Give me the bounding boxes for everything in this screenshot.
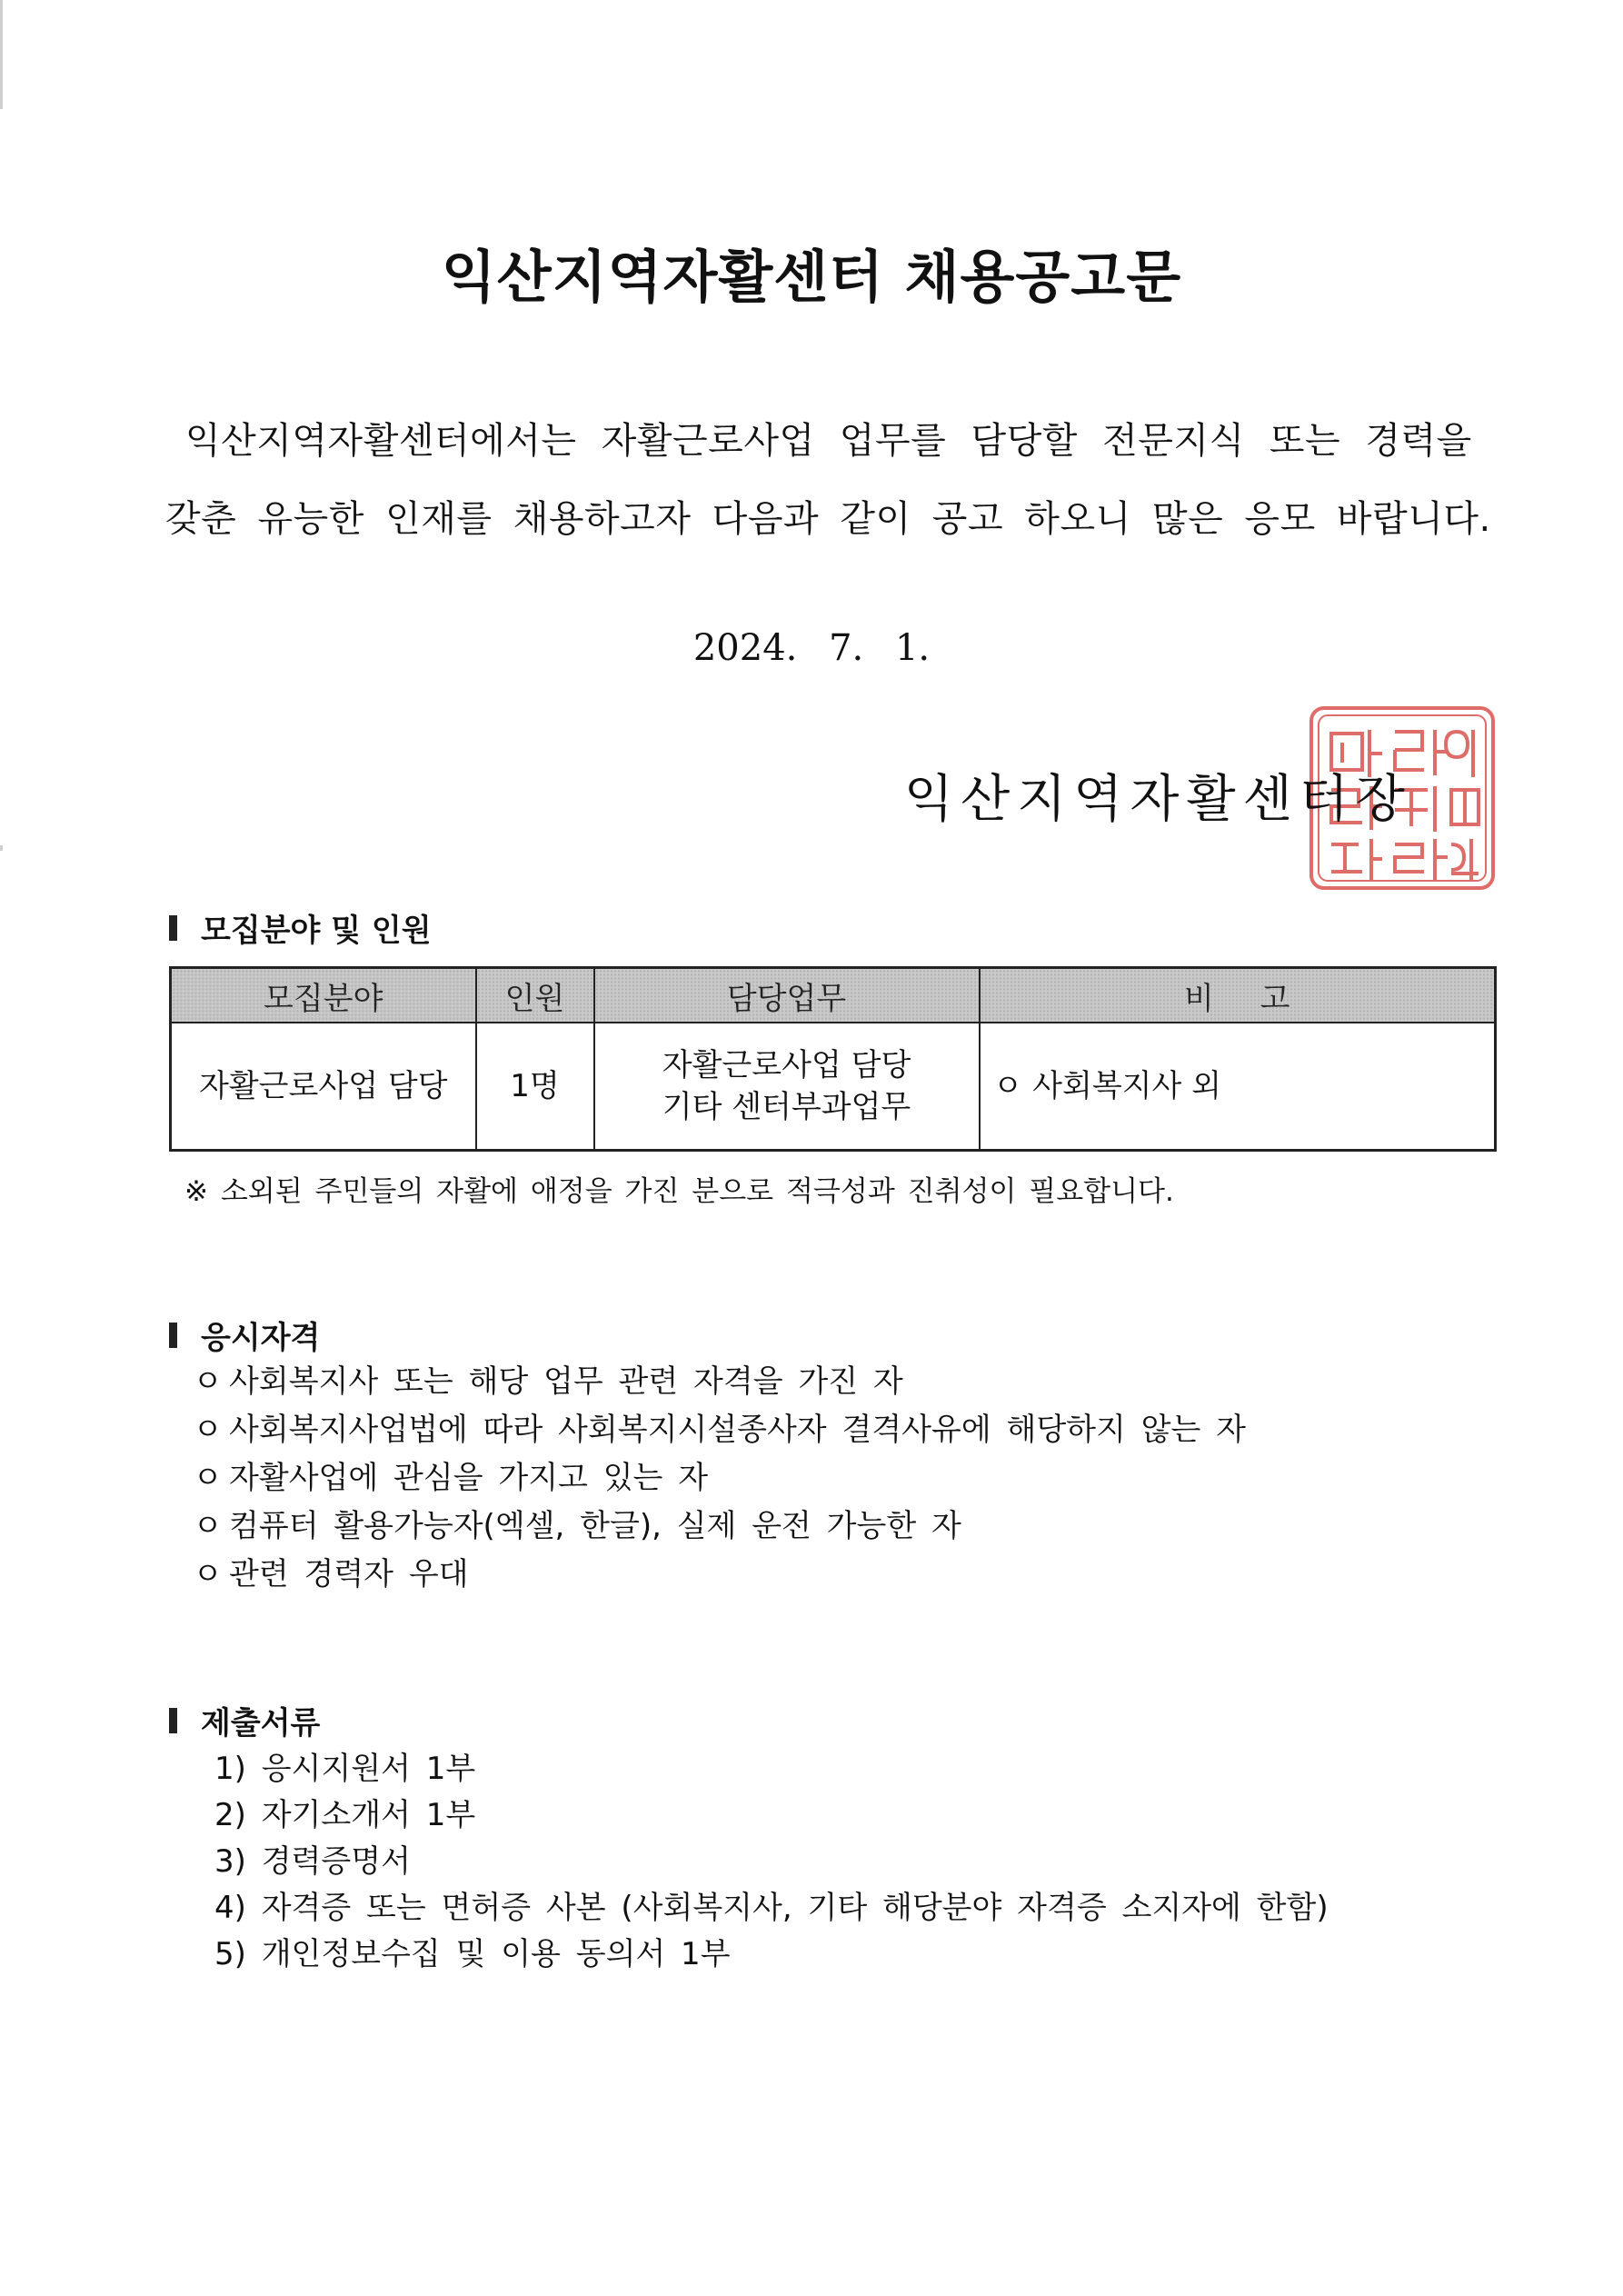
column-header-note: 비 고 bbox=[980, 968, 1496, 1023]
bullet-circle-icon: ㅇ bbox=[193, 1412, 223, 1448]
section-heading-qualification bbox=[169, 1313, 320, 1357]
list-item: ㅇ 사회복지사 또는 해당 업무 관련 자격을 가진 자 bbox=[193, 1356, 1246, 1404]
section-heading-text: 모집분야 및 인원 bbox=[201, 913, 432, 949]
issuer-signature-line: 익산지역자활센터장 bbox=[904, 770, 1412, 829]
intro-paragraph bbox=[165, 402, 1491, 558]
list-item: ㅇ 자활사업에 관심을 가지고 있는 자 bbox=[193, 1452, 1246, 1501]
list-item: ㅇ 컴퓨터 활용가능자(엑셀, 한글), 실제 운전 가능한 자 bbox=[193, 1501, 1246, 1549]
cell-note: ㅇ 사회복지사 외 bbox=[980, 1023, 1496, 1151]
qualification-list bbox=[193, 1356, 1246, 1597]
scan-edge-mark bbox=[0, 845, 3, 851]
list-item: 2) 자기소개서 1부 bbox=[214, 1797, 476, 1833]
table-header-row bbox=[171, 968, 1496, 1023]
cell-duty-line-1: 자활근로사업 담당 bbox=[662, 1047, 911, 1083]
column-header-count: 인원 bbox=[476, 968, 594, 1023]
section-heading-text: 제출서류 bbox=[201, 1705, 321, 1742]
list-item: 4) 자격증 또는 면허증 사본 (사회복지사, 기타 해당분야 자격증 소지자에 한함) bbox=[214, 1890, 1329, 1926]
bullet-circle-icon: ㅇ bbox=[193, 1363, 223, 1400]
announcement-date: 2024. 7. 1. bbox=[692, 627, 931, 669]
bullet-circle-icon: ㅇ bbox=[193, 1508, 223, 1544]
list-item: ㅇ 사회복지사업법에 따라 사회복지시설종사자 결격사유에 해당하지 않는 자 bbox=[193, 1404, 1246, 1452]
cell-duty bbox=[594, 1023, 980, 1151]
list-item: 3) 경력증명서 bbox=[214, 1843, 411, 1880]
table-row bbox=[171, 1023, 1496, 1151]
section-heading-text: 응시자격 bbox=[201, 1320, 321, 1356]
intro-line-2: 갖춘 유능한 인재를 채용하고자 다음과 같이 공고 하오니 많은 응모 바랍니다. bbox=[165, 498, 1491, 540]
section-heading-documents bbox=[169, 1698, 320, 1742]
section-bar-icon bbox=[169, 1708, 177, 1733]
cell-field: 자활근로사업 담당 bbox=[171, 1023, 476, 1151]
cell-duty-line-2: 기타 센터부과업무 bbox=[662, 1089, 911, 1125]
documents-list bbox=[214, 1743, 1329, 1975]
bullet-circle-icon: ㅇ bbox=[193, 1460, 223, 1496]
intro-line-1: 익산지역자활센터에서는 자활근로사업 업무를 담당할 전문지식 또는 경력을 bbox=[185, 420, 1472, 462]
recruitment-table bbox=[169, 966, 1497, 1152]
recruit-footnote: ※ 소외된 주민들의 자활에 애정을 가진 분으로 적극성과 진취성이 필요합니다. bbox=[184, 1175, 1174, 1208]
scan-edge-mark bbox=[0, 0, 3, 109]
section-bar-icon bbox=[169, 915, 177, 941]
section-bar-icon bbox=[169, 1323, 177, 1348]
column-header-duty: 담당업무 bbox=[594, 968, 980, 1023]
list-item: 5) 개인정보수집 및 이용 동의서 1부 bbox=[214, 1936, 731, 1972]
section-heading-recruit bbox=[169, 905, 432, 950]
list-item: ㅇ 관련 경력자 우대 bbox=[193, 1549, 1246, 1597]
bullet-circle-icon: ㅇ bbox=[193, 1556, 223, 1592]
column-header-field: 모집분야 bbox=[171, 968, 476, 1023]
list-item: 1) 응시지원서 1부 bbox=[214, 1751, 476, 1787]
page-title: 익산지역자활센터 채용공고문 bbox=[441, 244, 1182, 310]
cell-count: 1명 bbox=[476, 1023, 594, 1151]
